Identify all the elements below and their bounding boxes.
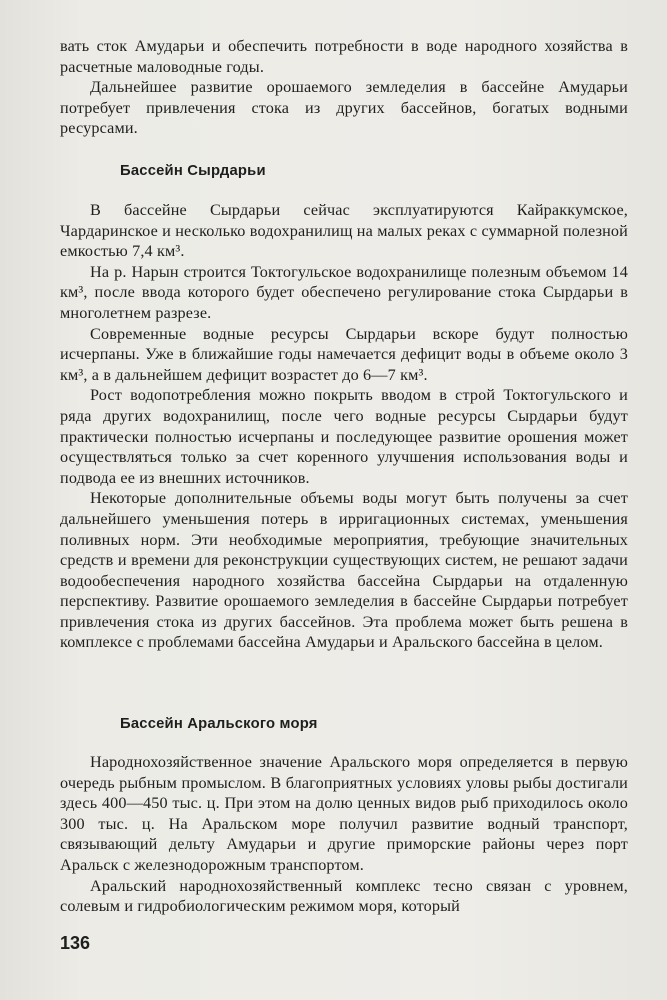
- section-heading-syrdarya: Бассейн Сырдарьи: [120, 163, 266, 179]
- intro-paragraph-1: вать сток Амударьи и обеспечить потребности в воде народного хозяйства в расчетные маловодные годы.: [60, 37, 628, 76]
- aral-paragraph-1: Народнохозяйственное значение Аральского моря определяется в первую очередь рыбным промыслом. В благоприятных условиях уловы рыбы достигали здесь 400—450 тыс. ц. При этом на долю ценных видов рыб приходилось около 300 тыс. ц. На Аральском море получил развитие водный транспорт, связывающий дельту Амударьи и другие приморские районы через порт Аральск с железнодорожным транспортом.: [60, 753, 628, 874]
- syrdarya-paragraph-4: Рост водопотребления можно покрыть вводом в строй Токтогульского и ряда других водохранилищ, после чего водные ресурсы Сырдарьи будут практически полностью исчерпаны и последующее развитие орошения может осуществляться только за счет коренного улучшения использования воды и подвода ее из внешних источников.: [60, 386, 628, 487]
- syrdarya-paragraph-5: Некоторые дополнительные объемы воды могут быть получены за счет дальнейшего уменьшения потерь в ирригационных системах, уменьшения поливных норм. Эти необходимые мероприятия, требующие значительных средств и времени для реконструкции существующих систем, не решают задачи водообеспечения народного хозяйства бассейна Сырдарьи на отдаленную перспективу. Развитие орошаемого земледелия в бассейне Сырдарьи потребует привлечения стока из других бассейнов. Эта проблема может быть решена в комплексе с проблемами бассейна Амударьи и Аральского бассейна в целом.: [60, 489, 628, 652]
- syrdarya-paragraph-2: На р. Нарын строится Токтогульское водохранилище полезным объемом 14 км³, после ввода которого будет обеспечено регулирование стока Сырдарьи в многолетнем разрезе.: [60, 262, 628, 322]
- section-heading-aral: Бассейн Аральского моря: [120, 716, 318, 732]
- page-number: 136: [60, 933, 91, 953]
- syrdarya-paragraph-3: Современные водные ресурсы Сырдарьи вскоре будут полностью исчерпаны. Уже в ближайшие годы намечается дефицит воды в объеме около 3 км³, а в дальнейшем дефицит возрастет до 6—7 км³.: [60, 324, 628, 384]
- intro-section: [60, 36, 628, 139]
- aral-paragraph-2: Аральский народнохозяйственный комплекс тесно связан с уровнем, солевым и гидробиологическим режимом моря, который: [60, 876, 628, 916]
- intro-paragraph-2: Дальнейшее развитие орошаемого земледелия в бассейне Амударьи потребует привлечения стока из других бассейнов, богатых водными ресурсами.: [60, 78, 628, 138]
- syrdarya-section: [60, 200, 628, 653]
- aral-section: [60, 752, 628, 917]
- syrdarya-paragraph-1: В бассейне Сырдарьи сейчас эксплуатируются Кайраккумское, Чардаринское и несколько водохранилищ на малых реках с суммарной полезной емкостью 7,4 км³.: [60, 201, 628, 261]
